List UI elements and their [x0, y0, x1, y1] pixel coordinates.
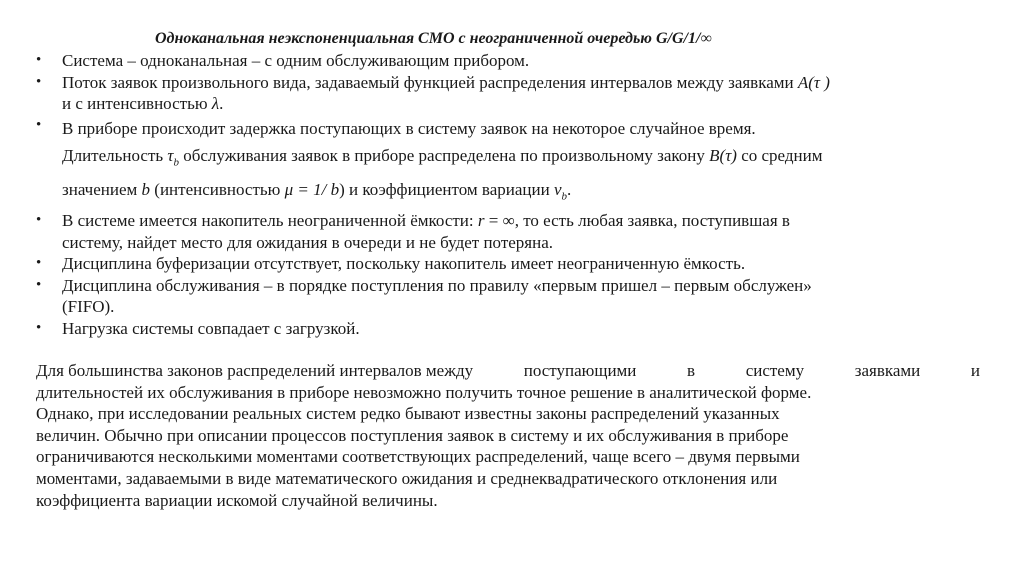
- text-run: Поток заявок произвольного вида, задаваемый функцией распределения интервалов между заявками: [62, 72, 798, 92]
- bullet-list: [36, 50, 976, 339]
- bullet-icon: •: [36, 52, 42, 68]
- bullet-item-buffering-discipline: [36, 253, 976, 275]
- bullet-item-single-channel: [36, 50, 976, 72]
- text-run: обслуживания заявок в приборе распределена по произвольному закону: [178, 145, 710, 165]
- paragraph-line: Однако, при исследовании реальных систем редко бывают известны законы распределений указанных: [36, 404, 780, 424]
- bullet-line: В приборе происходит задержка поступающих в систему заявок на некоторое случайное время.: [62, 118, 756, 138]
- bullet-item-buffer-capacity: [36, 210, 976, 253]
- text-run: со средним: [736, 145, 823, 165]
- paragraph-word: и: [970, 361, 980, 380]
- paragraph-line: [36, 360, 980, 382]
- bullet-line: [62, 93, 976, 115]
- slide-title: Одноканальная неэкспоненциальная СМО с неограниченной очередью G/G/1/∞: [155, 30, 712, 47]
- math-symbol: r: [477, 211, 485, 231]
- paragraph-line: моментами, задаваемыми в виде математического ожидания и среднеквадратического отклонения или: [36, 468, 778, 488]
- bullet-item-service-discipline: [36, 275, 976, 318]
- bullet-line: [62, 210, 976, 232]
- bullet-line: Дисциплина обслуживания – в порядке поступления по правилу «первым пришел – первым обслужен»: [62, 275, 812, 295]
- paragraph-line: коэффициента вариации искомой случайной величины.: [36, 490, 438, 510]
- paragraph-line: длительностей их обслуживания в приборе невозможно получить точное решение в аналитической форме.: [36, 382, 812, 402]
- paragraph-line: величин. Обычно при описании процессов поступления заявок в систему и их обслуживания в приборе: [36, 425, 789, 445]
- paragraph-word: в: [687, 361, 696, 380]
- bullet-icon: •: [36, 212, 42, 229]
- text-run: = ∞, то есть любая заявка, поступившая в: [484, 211, 790, 231]
- bullet-text: Дисциплина буферизации отсутствует, поскольку накопитель имеет неограниченную ёмкость.: [62, 254, 746, 274]
- paragraph-word: Для большинства законов распределений интервалов между: [36, 361, 474, 380]
- bullet-line: [62, 142, 976, 176]
- text-run: Длительность: [62, 145, 168, 165]
- math-subscript: b: [561, 190, 567, 203]
- bullet-icon: •: [36, 276, 42, 293]
- paragraph-line: ограничиваются несколькими моментами соответствующих распределений, чаще всего – двумя первыми: [36, 447, 800, 467]
- bullet-line: (FIFO).: [62, 297, 115, 317]
- bullet-icon: •: [36, 73, 42, 90]
- paragraph-word: заявками: [854, 361, 921, 380]
- math-expression: B(τ): [709, 145, 737, 165]
- text-run: В системе имеется накопитель неограниченной ёмкости:: [62, 211, 478, 231]
- text-run: и с интенсивностью: [62, 94, 212, 113]
- paragraph-word: систему: [745, 361, 805, 380]
- text-run: (интенсивностью: [150, 179, 285, 199]
- text-run: .: [566, 179, 572, 199]
- bullet-line: [62, 72, 976, 94]
- text-run: ) и коэффициентом вариации: [339, 179, 554, 199]
- bullet-icon: •: [36, 319, 42, 336]
- bullet-icon: •: [36, 255, 42, 272]
- text-run: значением: [62, 179, 142, 199]
- math-symbol: τ: [167, 145, 174, 165]
- bullet-line: систему, найдет место для ожидания в очереди и не будет потеряна.: [62, 232, 553, 252]
- paragraph-word: поступающими: [523, 361, 637, 380]
- math-symbol: λ: [211, 94, 220, 113]
- bullet-item-load: [36, 318, 976, 340]
- text-run: .: [219, 94, 224, 113]
- bullet-icon: •: [36, 116, 42, 133]
- math-subscript: b: [173, 155, 179, 168]
- math-symbol: v: [553, 179, 562, 199]
- bullet-item-arrival-flow: [36, 72, 976, 115]
- bullet-text: Система – одноканальная – с одним обслуживающим прибором.: [62, 51, 530, 70]
- math-expression: μ = 1/ b: [284, 179, 340, 199]
- math-expression: A(τ ): [797, 72, 830, 92]
- explanation-paragraph: [36, 360, 980, 511]
- bullet-text: Нагрузка системы совпадает с загрузкой.: [62, 318, 360, 338]
- bullet-line: [62, 176, 976, 210]
- math-symbol: b: [141, 179, 151, 199]
- bullet-item-service-delay: [36, 115, 976, 211]
